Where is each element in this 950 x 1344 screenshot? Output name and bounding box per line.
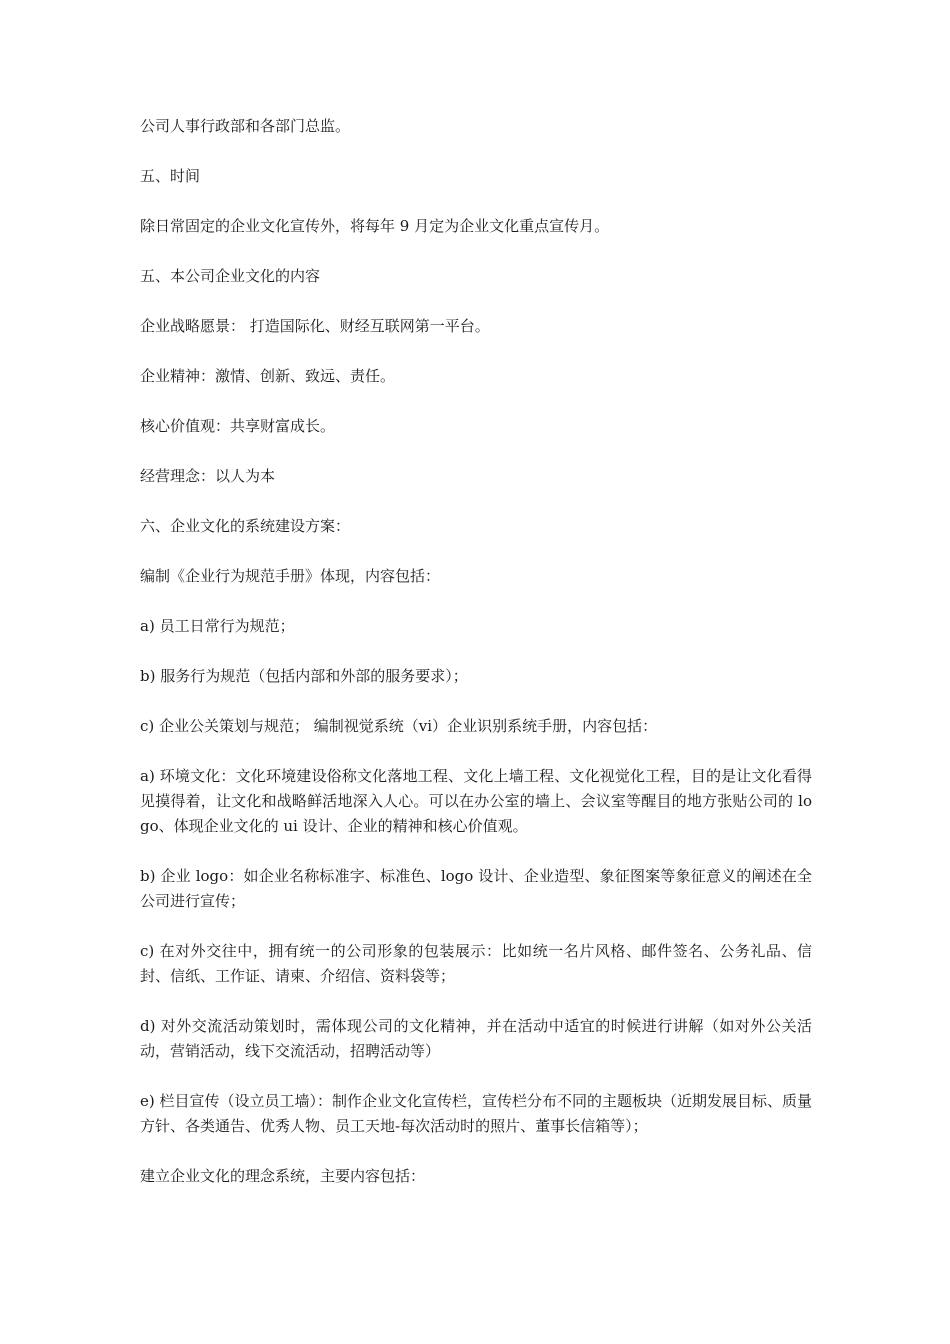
paragraph-time: 除日常固定的企业文化宣传外，将每年 9 月定为企业文化重点宣传月。 (140, 217, 610, 235)
heading-system-construction: 六、企业文化的系统建设方案： (140, 517, 351, 535)
list-item-pr-planning: c) 企业公关策划与规范； 编制视觉系统（vi）企业识别系统手册，内容包括： (140, 717, 658, 735)
document-body (140, 114, 812, 1214)
paragraph-corporate-spirit: 企业精神：激情、创新、致远、责任。 (140, 367, 396, 385)
list-item-environment-culture: a) 环境文化：文化环境建设俗称文化落地工程、文化上墙工程、文化视觉化工程，目的是让文化看得见摸得着，让文化和战略鲜活地深入人心。可以在办公室的墙上、会议室等醒目的地方张贴公司的 logo、体现企业文化的 ui 设计、企业的精神和核心价值观。 (140, 767, 812, 835)
list-item-bulletin-board: e) 栏目宣传（设立员工墙）：制作企业文化宣传栏，宣传栏分布不同的主题板块（近期发展目标、质量方针、各类通告、优秀人物、员工天地-每次活动时的照片、董事长信箱等）； (140, 1092, 813, 1135)
paragraph-behavior-manual: 编制《企业行为规范手册》体现，内容包括： (140, 567, 441, 585)
paragraph-responsible-parties: 公司人事行政部和各部门总监。 (140, 117, 351, 135)
list-item-external-activities: d) 对外交流活动策划时，需体现公司的文化精神，并在活动中适宜的时候进行讲解（如对外公关活动，营销活动，线下交流活动，招聘活动等） (140, 1017, 812, 1060)
paragraph-concept-system: 建立企业文化的理念系统，主要内容包括： (140, 1167, 426, 1185)
list-item-corporate-logo: b) 企业 logo：如企业名称标准字、标准色、logo 设计、企业造型、象征图案等象征意义的阐述在全公司进行宣传； (140, 867, 812, 910)
heading-culture-content: 五、本公司企业文化的内容 (140, 267, 321, 285)
paragraph-core-values: 核心价值观：共享财富成长。 (140, 417, 336, 435)
heading-time: 五、时间 (140, 167, 201, 185)
paragraph-business-philosophy: 经营理念：以人为本 (140, 467, 276, 485)
list-item-external-image: c) 在对外交往中，拥有统一的公司形象的包装展示：比如统一名片风格、邮件签名、公务礼品、信封、信纸、工作证、请柬、介绍信、资料袋等； (140, 942, 812, 985)
list-item-employee-conduct: a) 员工日常行为规范； (140, 617, 295, 635)
paragraph-strategic-vision: 企业战略愿景： 打造国际化、财经互联网第一平台。 (140, 317, 490, 335)
list-item-service-conduct: b) 服务行为规范（包括内部和外部的服务要求）； (140, 667, 468, 685)
